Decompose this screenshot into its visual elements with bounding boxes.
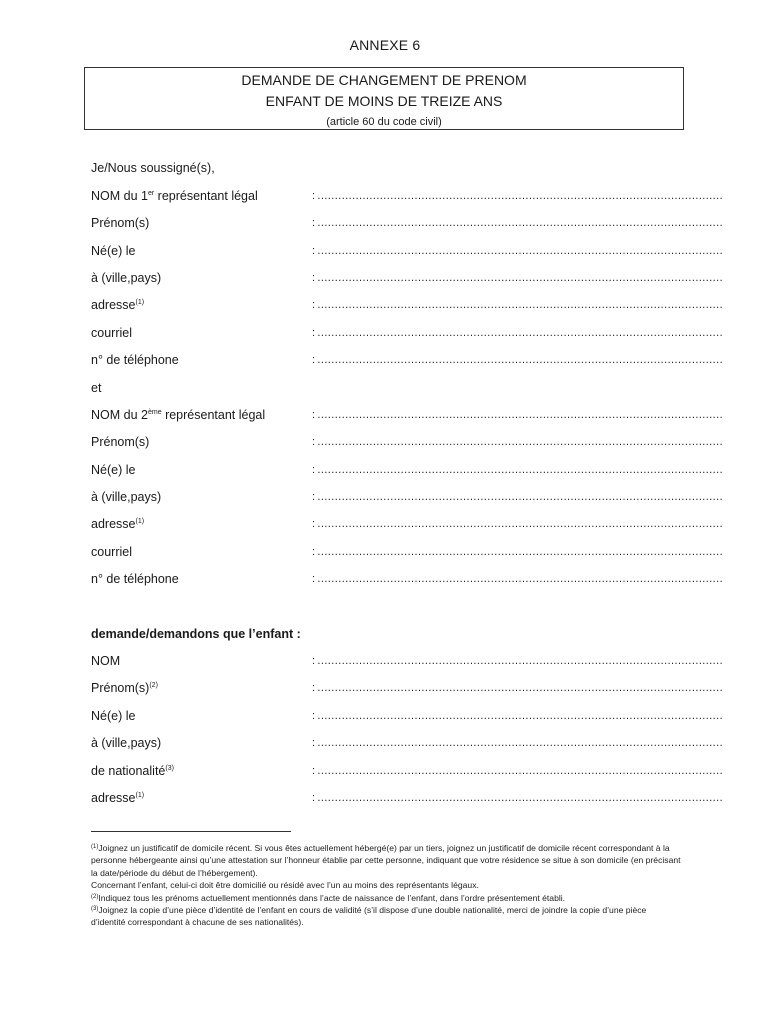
rep2-adresse-sup: (1): [135, 518, 145, 525]
enfant-prenom-text: Prénom(s): [91, 681, 150, 695]
rep2-naissance-label: Né(e) le: [91, 463, 136, 477]
enfant-prenom-label: [91, 680, 158, 696]
footnote-2: [91, 892, 681, 904]
rep1-adresse-text: adresse: [91, 298, 136, 312]
enfant-nom-label: NOM: [91, 654, 121, 668]
rep1-nom-label-rest: représentant légal: [154, 189, 258, 203]
rep2-ville-label: à (ville,pays): [91, 490, 162, 504]
footnote-divider: [91, 831, 291, 832]
rep1-adresse-sup: (1): [135, 299, 145, 306]
footnote-1-marker: (1): [91, 844, 99, 850]
enfant-naissance-field[interactable]: : ………………………………………………………………………………………………………: [312, 710, 723, 722]
rep2-nom-field[interactable]: : ………………………………………………………………………………………………………: [312, 409, 723, 421]
enfant-prenom-field[interactable]: : ………………………………………………………………………………………………………: [312, 682, 723, 694]
et-text: et: [91, 381, 102, 395]
enfant-nationalite-sup: (3): [165, 765, 174, 772]
rep1-courriel-field[interactable]: : ………………………………………………………………………………………………………: [312, 327, 723, 339]
legal-reference: (article 60 du code civil): [326, 116, 442, 128]
footnote-1-text: Joignez un justificatif de domicile récent. Si vous êtes actuellement hébergé(e) par un tiers, joignez un justificatif de domicile récent correspondant à la personne hébergeante ainsi qu’une attestation sur l’honneur établie par cette personne, indiquant que votre résidence se situe à son domicile (en précisant la date/période du début de l’hébergement).: [91, 843, 681, 878]
footnote-2-text: Indiquez tous les prénoms actuellement mentionnés dans l’acte de naissance de l’enfant, dans l’ordre présentement établi.: [98, 892, 566, 903]
annexe-number: ANNEXE 6: [349, 37, 421, 53]
rep2-courriel-field[interactable]: : ………………………………………………………………………………………………………: [312, 546, 723, 558]
rep2-courriel-label: courriel: [91, 545, 132, 559]
rep1-naissance-field[interactable]: : ………………………………………………………………………………………………………: [312, 245, 723, 257]
footnote-2-marker: (2): [91, 893, 99, 900]
rep1-prenom-label: Prénom(s): [91, 216, 150, 230]
footnotes: [91, 842, 681, 929]
rep1-nom-sup: er: [147, 190, 155, 197]
enfant-nom-field[interactable]: : ………………………………………………………………………………………………………: [312, 655, 723, 667]
rep1-adresse-label: [91, 297, 144, 313]
rep1-tel-label: n° de téléphone: [91, 353, 179, 367]
rep1-nom-field[interactable]: : ………………………………………………………………………………………………………: [312, 190, 723, 202]
rep1-ville-label: à (ville,pays): [91, 271, 162, 285]
rep2-ville-field[interactable]: : ………………………………………………………………………………………………………: [312, 491, 723, 503]
form-title-box: [84, 67, 684, 130]
rep2-adresse-field[interactable]: : ………………………………………………………………………………………………………: [312, 518, 723, 530]
rep1-naissance-label: Né(e) le: [91, 244, 136, 258]
enfant-nationalite-label: [91, 763, 174, 779]
rep1-prenom-field[interactable]: : ………………………………………………………………………………………………………: [312, 217, 723, 229]
rep1-adresse-field[interactable]: : ………………………………………………………………………………………………………: [312, 299, 723, 311]
rep1-nom-label-text: NOM du 1: [91, 189, 148, 203]
footnote-1b: Concernant l’enfant, celui-ci doit être domicilié ou résidé avec l’un au moins des représentants légaux.: [91, 880, 479, 891]
rep2-tel-label: n° de téléphone: [91, 572, 179, 586]
rep2-nom-label-text: NOM du 2: [91, 408, 148, 422]
rep2-prenom-field[interactable]: : ………………………………………………………………………………………………………: [312, 436, 723, 448]
rep1-ville-field[interactable]: : ………………………………………………………………………………………………………: [312, 272, 723, 284]
enfant-nationalite-text: de nationalité: [91, 764, 166, 778]
rep1-tel-field[interactable]: : ………………………………………………………………………………………………………: [312, 354, 723, 366]
rep1-nom-label: [91, 188, 258, 204]
enfant-ville-field[interactable]: : ………………………………………………………………………………………………………: [312, 737, 723, 749]
footnote-3: [91, 904, 681, 929]
enfant-adresse-sup: (1): [135, 792, 145, 799]
rep1-courriel-label: courriel: [91, 326, 132, 340]
rep2-nom-label-rest: représentant légal: [161, 408, 266, 422]
rep2-nom-label: [91, 407, 265, 423]
enfant-prenom-sup: (2): [149, 682, 158, 689]
footnote-3-text: Joignez la copie d’une pièce d’identité de l’enfant en cours de validité (s’il dispose d’une double nationalité, merci de joindre la copie d’une pièce d’identité correspondant à chacune de ses nationalités).: [91, 905, 647, 928]
footnote-1: [91, 842, 681, 879]
enfant-naissance-label: Né(e) le: [91, 709, 136, 723]
enfant-nationalite-field[interactable]: : ………………………………………………………………………………………………………: [312, 765, 723, 777]
form-title: DEMANDE DE CHANGEMENT DE PRENOM: [241, 72, 527, 88]
footnote-3-marker: (3): [91, 906, 99, 913]
rep2-tel-field[interactable]: : ………………………………………………………………………………………………………: [312, 573, 723, 585]
rep2-nom-sup: ème: [147, 409, 162, 416]
form-subtitle: ENFANT DE MOINS DE TREIZE ANS: [265, 93, 503, 109]
rep2-prenom-label: Prénom(s): [91, 435, 150, 449]
intro-text: Je/Nous soussigné(s),: [91, 161, 215, 175]
enfant-adresse-text: adresse: [91, 791, 136, 805]
enfant-adresse-field[interactable]: : ………………………………………………………………………………………………………: [312, 792, 723, 804]
rep2-adresse-label: [91, 516, 144, 532]
enfant-adresse-label: [91, 790, 144, 806]
rep2-naissance-field[interactable]: : ………………………………………………………………………………………………………: [312, 464, 723, 476]
rep2-adresse-text: adresse: [91, 517, 136, 531]
enfant-ville-label: à (ville,pays): [91, 736, 162, 750]
enfant-section-title: demande/demandons que l’enfant :: [91, 627, 301, 641]
